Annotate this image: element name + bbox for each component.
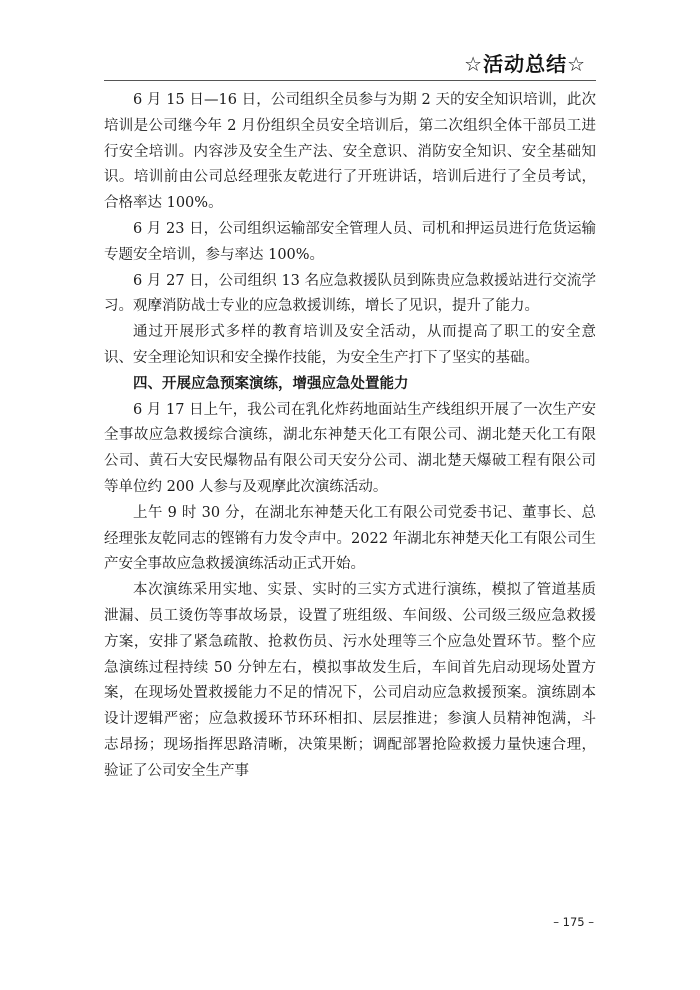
header-title: ☆活动总结☆: [464, 52, 586, 76]
paragraph: 通过开展形式多样的教育培训及安全活动，从而提高了职工的安全意识、安全理论知识和安全操作技能，为安全生产打下了坚实的基础。: [104, 324, 596, 366]
header-divider: [104, 80, 596, 81]
paragraph: 6 月 17 日上午，我公司在乳化炸药地面站生产线组织开展了一次生产安全事故应急救援综合演练，湖北东神楚天化工有限公司、湖北楚天化工有限公司、黄石大安民爆物品有限公司天安分公司、湖北楚天爆破工程有限公司等单位约 200 人参与及观摩此次演练活动。: [104, 401, 596, 495]
document-body: [104, 88, 596, 785]
section-heading: 四、开展应急预案演练，增强应急处置能力: [133, 375, 409, 392]
paragraph: 6 月 23 日，公司组织运输部安全管理人员、司机和押运员进行危货运输专题安全培训，参与率达 100%。: [104, 220, 596, 263]
paragraph: 上午 9 时 30 分，在湖北东神楚天化工有限公司党委书记、董事长、总经理张友乾同志的铿锵有力发令声中。2022 年湖北东神楚天化工有限公司生产安全事故应急救援演练活动正式开始。: [104, 504, 596, 573]
page-number: – 175 –: [553, 915, 594, 929]
paragraph: 6 月 15 日—16 日，公司组织全员参与为期 2 天的安全知识培训，此次培训是公司继今年 2 月份组织全员安全培训后，第二次组织全体干部员工进行安全培训。内容涉及安全生产法、安全意识、消防安全知识、安全基础知识。培训前由公司总经理张友乾进行了开班讲话，培训后进行了全员考试，合格率达 100%。: [104, 92, 596, 212]
paragraph: 本次演练采用实地、实景、实时的三实方式进行演练，模拟了管道基质泄漏、员工烫伤等事故场景，设置了班组级、车间级、公司级三级应急救援方案，安排了紧急疏散、抢救伤员、污水处理等三个应急处置环节。整个应急演练过程持续 50 分钟左右，模拟事故发生后，车间首先启动现场处置方案，在现场处置救援能力不足的情况下，公司启动应急救援预案。演练剧本设计逻辑严密；应急救援环节环环相扣、层层推进；参演人员精神饱满，斗志昂扬；现场指挥思路清晰，决策果断；调配部署抢险救援力量快速合理，验证了公司安全生产事: [104, 582, 596, 779]
paragraph: 6 月 27 日，公司组织 13 名应急救援队员到陈贵应急救援站进行交流学习。观摩消防战士专业的应急救援训练，增长了见识，提升了能力。: [104, 272, 596, 315]
